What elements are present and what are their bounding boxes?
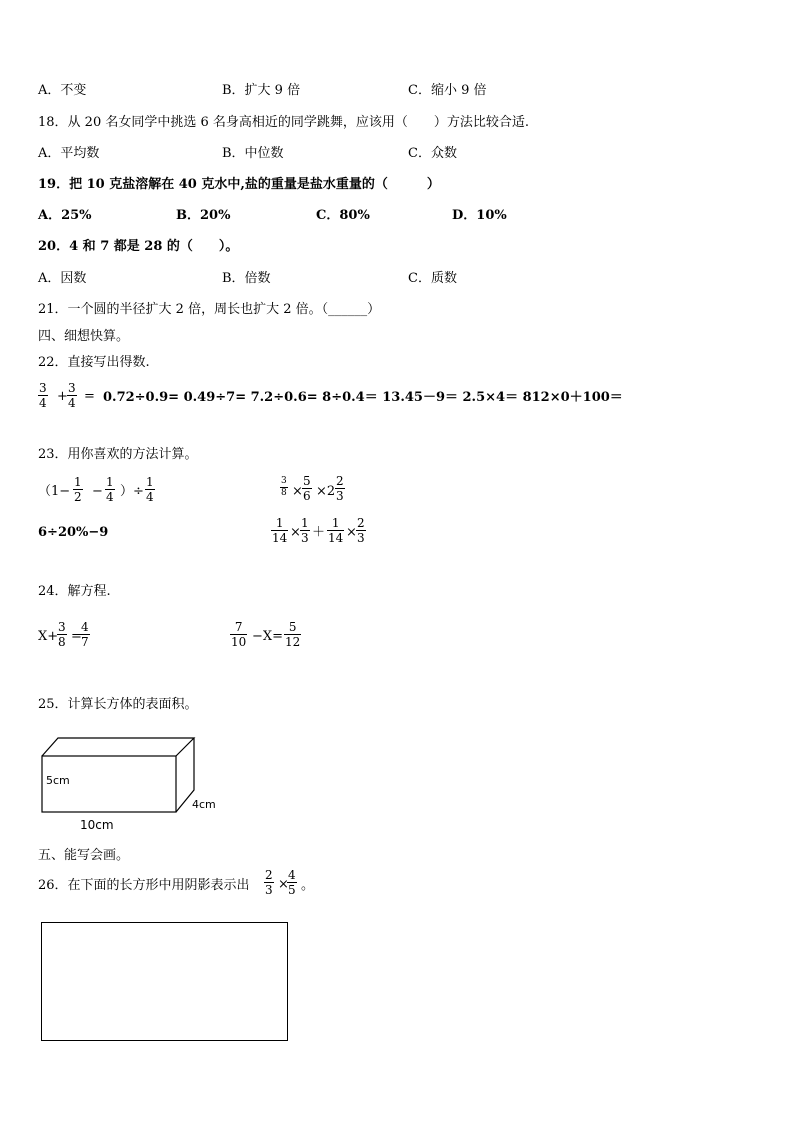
q19-option-d: D．10%	[452, 208, 507, 223]
q20-stem: 20．4 和 7 都是 28 的（ ）。	[38, 239, 239, 254]
q24-eq2-fraction-b: $\frac{5}{12}$	[285, 620, 301, 649]
cuboid-height-label: 5cm	[46, 774, 70, 787]
q22-equals: =	[84, 389, 95, 404]
q23-stem: 23．用你喜欢的方法计算。	[38, 447, 198, 462]
q23-e4-times-1: ×	[290, 525, 301, 540]
q20-option-b: B．倍数	[222, 271, 271, 286]
q24-eq1-equals: =	[71, 629, 82, 644]
q23-expr3: 6÷20%−9	[38, 525, 109, 540]
q21-stem: 21．一个圆的半径扩大 2 倍，周长也扩大 2 倍。（______）	[38, 302, 381, 317]
q18-option-a: A．平均数	[38, 146, 100, 161]
q17-option-a: A．不变	[38, 83, 87, 98]
q24-eq2-fraction-a: $\frac{7}{10}$	[231, 620, 247, 649]
q20-option-a: A．因数	[38, 271, 87, 286]
q23-fraction-quarter-1: $\frac{1}{4}$	[106, 475, 114, 504]
q24-eq1-fraction-b: $\frac{4}{7}$	[81, 620, 89, 649]
q23-e2-fraction-c: $\frac{2}{3}$	[336, 474, 344, 503]
q23-e4-fraction-b: $\frac{1}{3}$	[301, 516, 309, 545]
q19-option-b: B．20%	[176, 208, 231, 223]
q26-fraction-b: $\frac{4}{5}$	[288, 868, 296, 897]
cuboid-length-label: 10cm	[80, 818, 114, 832]
q23-expr1-minus: −	[92, 484, 103, 499]
q26-end: 。	[301, 878, 315, 893]
q24-eq1-fraction-a: $\frac{3}{8}$	[58, 620, 66, 649]
q22-fraction-1: $\frac{3}{4}$	[39, 381, 47, 410]
q23-fraction-half: $\frac{1}{2}$	[74, 475, 82, 504]
q18-stem: 18．从 20 名女同学中挑选 6 名身高相近的同学跳舞，应该用（ ）方法比较合适.	[38, 115, 530, 130]
q22-stem: 22．直接写出得数.	[38, 355, 150, 370]
section-5-title: 五、能写会画。	[38, 848, 130, 863]
q18-option-c: C．众数	[408, 146, 457, 161]
q22-expressions: 0.72÷0.9= 0.49÷7= 7.2÷0.6= 8÷0.4＝ 13.45－9＝ 2.5×4＝ 812×0＋100＝	[103, 390, 623, 405]
cuboid-width-label: 4cm	[192, 798, 216, 811]
q23-expr1-close: ）÷	[120, 484, 144, 499]
q24-stem: 24．解方程.	[38, 584, 111, 599]
q23-expr1-open: （1−	[38, 484, 71, 499]
q17-option-c: C．缩小 9 倍	[408, 83, 487, 98]
cuboid-figure	[36, 732, 236, 836]
q24-eq2-middle: −X=	[252, 629, 284, 644]
q23-e4-fraction-d: $\frac{2}{3}$	[357, 516, 365, 545]
q23-e4-fraction-a: $\frac{1}{14}$	[272, 516, 288, 545]
q23-e2-times-2: ×2	[316, 484, 336, 499]
q26-stem: 26．在下面的长方形中用阴影表示出	[38, 878, 250, 893]
q26-fraction-a: $\frac{2}{3}$	[265, 868, 273, 897]
q19-option-c: C．80%	[316, 208, 370, 223]
q19-stem: 19．把 10 克盐溶解在 40 克水中,盐的重量是盐水重量的（ ）	[38, 177, 440, 192]
q23-e2-fraction-a: $\frac{3}{8}$	[281, 476, 287, 498]
shading-rectangle[interactable]	[41, 922, 288, 1041]
q20-option-c: C．质数	[408, 271, 457, 286]
q23-e2-times-1: ×	[292, 484, 303, 499]
q23-e4-plus: ＋	[312, 525, 326, 540]
q23-fraction-quarter-2: $\frac{1}{4}$	[146, 475, 154, 504]
q22-plus: +	[57, 389, 68, 404]
q23-e2-fraction-b: $\frac{5}{6}$	[303, 474, 311, 503]
q24-eq1-prefix: X+	[38, 629, 59, 644]
q18-option-b: B．中位数	[222, 146, 284, 161]
q23-e4-fraction-c: $\frac{1}{14}$	[328, 516, 344, 545]
q17-option-b: B．扩大 9 倍	[222, 83, 301, 98]
q19-option-a: A．25%	[38, 208, 92, 223]
section-4-title: 四、细想快算。	[38, 329, 130, 344]
q26-times: ×	[278, 877, 289, 892]
q25-stem: 25．计算长方体的表面积。	[38, 697, 198, 712]
q23-e4-times-2: ×	[346, 525, 357, 540]
cuboid-top-face	[42, 738, 194, 756]
q22-fraction-2: $\frac{3}{4}$	[68, 381, 76, 410]
